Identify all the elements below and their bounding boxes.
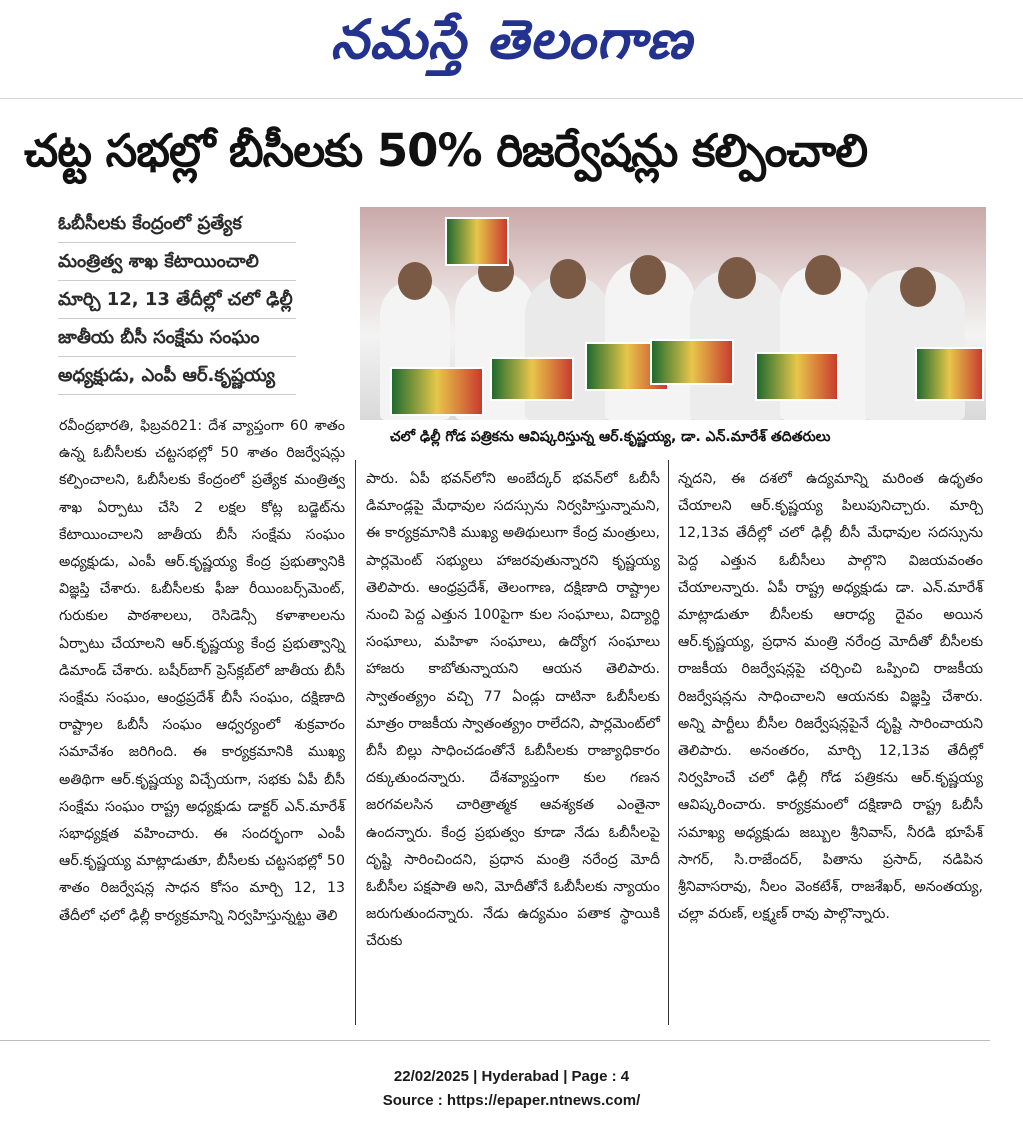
column-divider xyxy=(355,460,356,1025)
article-column-2 xyxy=(366,466,660,956)
article-paragraph: న్నదని, ఈ దశలో ఉద్యమాన్ని మరింత ఉధృతం చేయాలని ఆర్.కృష్ణయ్య పిలుపునిచ్చారు. మార్చి 12,13వ తేదీల్లో చలో ఢిల్లీ బీసీ మేధావుల సదస్సును పెద్ద ఎత్తున ఓబీసీలు పాల్గొని విజయవంతం చేయాలన్నారు. ఏపీ రాష్ట్ర అధ్యక్షుడు డా. ఎన్.మారేశ్ మాట్లాడుతూ బీసీలకు ఆరాధ్య దైవం అయిన ఆర్.కృష్ణయ్య, ప్రధాన మంత్రి నరేంద్ర మోదీతో బీసీలకు రాజకీయ రిజర్వేషన్లపై చర్చించి ఒప్పించి రాజకీయ రిజర్వేషన్లను సాధించాలని ఆయనకు విజ్ఞప్తి చేశారు. అన్ని పార్టీలు బీసీల రిజర్వేషన్లపైనే దృష్టి సారించాయని తెలిపారు. అనంతరం, మార్చి 12,13వ తేదీల్లో నిర్వహించే చలో ఢిల్లీ గోడ పత్రికను ఆర్.కృష్ణయ్య ఆవిష్కరించారు. కార్యక్రమంలో దక్షిణాది రాష్ట్ర ఓబీసీ సమాఖ్య అధ్యక్షుడు జబ్బుల శ్రీనివాస్, నీరడి భూపేశ్ సాగర్, సి.రాజేందర్, పితాను ప్రసాద్, నడిపిన శ్రీనివాసరావు, నీలం వెంకటేశ్, రాజశేఖర్, అనంతయ్య, చల్లా వరుణ్, లక్ష్మణ్ రావు పాల్గొన్నారు. xyxy=(678,471,983,923)
article-paragraph: రవీంద్రభారతి, ఫిబ్రవరి21: దేశ వ్యాప్తంగా 60 శాతం ఉన్న ఓబీసీలకు చట్టసభల్లో 50 శాతం రిజర్వేషన్లు కల్పించాలని, ఓబీసీలకు కేంద్రంలో ప్రత్యేక మంత్రిత్వ శాఖ ఏర్పాటు చేసి 2 లక్షల కోట్ల బడ్జెట్‌ను కేటాయించాలని జాతీయ బీసీ సంక్షేమ సంఘం అధ్యక్షుడు, ఎంపీ ఆర్.కృష్ణయ్య కేంద్ర ప్రభుత్వానికి విజ్ఞప్తి చేశారు. ఓబీసీలకు ఫీజు రీయింబర్స్‌మెంట్, గురుకుల పాఠశాలలు, రెసిడెన్సీ కళాశాలలను ఏర్పాటు చేయాలని ఆర్.కృష్ణయ్య కేంద్ర ప్రభుత్వాన్ని డిమాండ్ చేశారు. బషీర్‌బాగ్ ప్రెస్‌క్లబ్‌లో జాతీయ బీసీ సంక్షేమ సంఘం, ఆంధ్రప్రదేశ్ బీసీ సంఘం, దక్షిణాది రాష్ట్రాల ఓబీసీ సంఘం ఆధ్వర్యంలో శుక్రవారం సమావేశం జరిగింది. ఈ కార్యక్రమానికి ముఖ్య అతిథిగా ఆర్.కృష్ణయ్య విచ్చేయగా, సభకు ఏపీ బీసీ సంక్షేమ సంఘం రాష్ట్ర అధ్యక్షుడు డాక్టర్ ఎన్.మారేశ్ సభాధ్యక్షత వహించారు. ఈ సందర్భంగా ఎంపీ ఆర్.కృష్ణయ్య మాట్లాడుతూ, బీసీలకు చట్టసభల్లో 50 శాతం రిజర్వేషన్ల సాధన కోసం మార్చి 12, 13 తేదీలో ఛలో ఢిల్లీ కార్యక్రమాన్ని నిర్వహిస్తున్నట్టు తెలి xyxy=(59,418,345,924)
subheadline-line: ఓబీసీలకు కేంద్రంలో ప్రత్యేక xyxy=(58,205,296,243)
photo-caption: చలో ఢిల్లీ గోడ పత్రికను ఆవిష్కరిస్తున్న ఆర్.కృష్ణయ్య, డా. ఎన్.మారేశ్ తదితరులు xyxy=(390,429,831,445)
subheadline-line: మార్చి 12, 13 తేదీల్లో చలో ఢిల్లీ xyxy=(58,281,296,319)
subheadline-line: జాతీయ బీసీ సంక్షేమ సంఘం xyxy=(58,319,296,357)
masthead-divider xyxy=(0,98,1023,99)
subheadline-line: మంత్రిత్వ శాఖ కేటాయించాలి xyxy=(58,243,296,281)
footer-source: Source : https://epaper.ntnews.com/ xyxy=(382,1092,641,1109)
article-column-3 xyxy=(678,466,983,928)
masthead-logo xyxy=(0,0,1023,92)
subheadline-block xyxy=(58,205,296,395)
article-photo xyxy=(360,207,986,420)
masthead-title: నమస్తే తెలంగాణ xyxy=(330,7,693,71)
article-paragraph: పారు. ఏపీ భవన్‌లోని అంబేద్కర్ భవన్‌లో ఓబీసీ డిమాండ్లపై మేధావుల సదస్సును నిర్వహిస్తున్నామని, ఈ కార్యక్రమానికి ముఖ్య అతిథులుగా కేంద్ర మంత్రులు, పార్లమెంట్ సభ్యులు హాజరవుతున్నారని కృష్ణయ్య తెలిపారు. ఆంధ్రప్రదేశ్, తెలంగాణ, దక్షిణాది రాష్ట్రాల నుంచి పెద్ద ఎత్తున 100పైగా కుల సంఘాలు, విద్యార్థి సంఘాలు, మహిళా సంఘాలు, ఉద్యోగ సంఘాలు హాజరు కాబోతున్నాయని ఆయన తెలిపారు. స్వాతంత్య్రం వచ్చి 77 ఏండ్లు దాటినా ఓబీసీలకు మాత్రం రాజకీయ స్వాతంత్య్రం రాలేదని, పార్లమెంట్‌లో బీసీ బిల్లు సాధించడంతోనే ఓబీసీలకు రాజ్యాధికారం దక్కుతుందన్నారు. దేశవ్యాప్తంగా కుల గణన జరగవలసిన చారిత్రాత్మక ఆవశ్యకత ఎంతైనా ఉందన్నారు. కేంద్ర ప్రభుత్వం కూడా నేడు ఓబీసీలపై దృష్టి సారించిందని, ప్రధాన మంత్రి నరేంద్ర మోదీ ఓబీసీల పక్షపాతి అని, మోదీతోనే ఓబీసీలకు న్యాయం జరుగుతుందన్నారు. నేడు ఉద్యమం పతాక స్థాయికి చేరుకు xyxy=(366,471,660,950)
article-column-1 xyxy=(59,413,345,930)
subheadline-line: అధ్యక్షుడు, ఎంపీ ఆర్.కృష్ణయ్య xyxy=(58,357,296,395)
article-headline: చట్ట సభల్లో బీసీలకు 50% రిజర్వేషన్లు కల్పించాలి xyxy=(24,124,868,177)
footer-divider xyxy=(0,1040,990,1041)
footer-dateline: 22/02/2025 | Hyderabad | Page : 4 xyxy=(393,1068,630,1085)
column-divider xyxy=(668,460,669,1025)
